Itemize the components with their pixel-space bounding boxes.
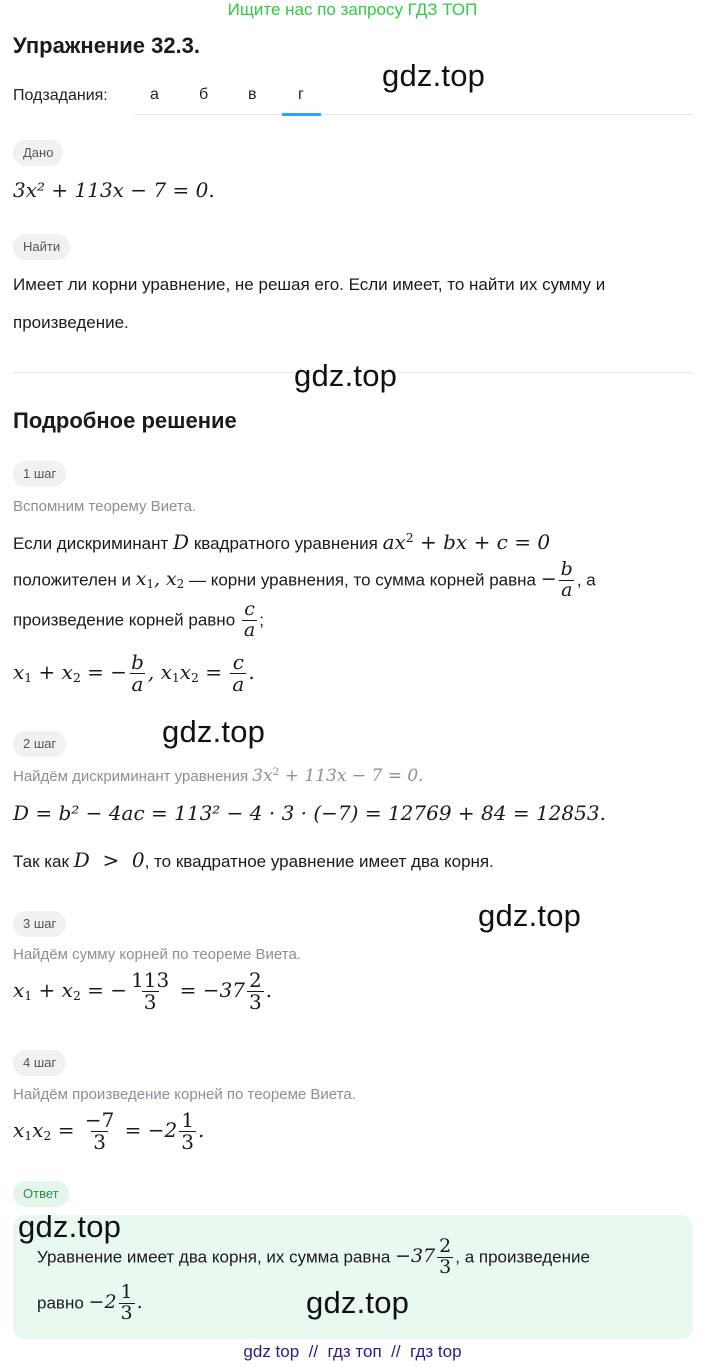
footer-link-1[interactable]: gdz top [243, 1342, 300, 1361]
step-1-badge: 1 шаг [13, 461, 66, 487]
page-title: Упражнение 32.3. [13, 33, 201, 58]
step-1-line-2: положителен и $x_1$, $x_2$ — корни уравнения, то сумма корней равна − $\frac{b}{a}$ , а [13, 558, 596, 601]
step-2-text-2: , то квадратное уравнение имеет два корня. [144, 852, 494, 871]
footer-link-2[interactable]: гдз топ [327, 1342, 382, 1361]
step-2-hint: Найдём дискриминант уравнения $3x^2 + 113x - 7 = 0$. [13, 766, 424, 786]
step-2-text-1: Так как [13, 852, 69, 871]
step-1-formula: $x_1 + x_2$ = − $\frac{b}{a}$ , $x_1x_2$ = $\frac{c}{a}$ . [13, 650, 255, 696]
footer-separator: // [308, 1342, 319, 1361]
step-1-text-2: квадратного уравнения [193, 534, 378, 553]
footer-links [0, 1342, 705, 1362]
step-1-text-7: ; [259, 610, 264, 630]
step-1-hint: Вспомним теорему Виета. [13, 498, 197, 515]
top-banner[interactable]: Ищите нас по запросу ГДЗ ТОП [227, 0, 478, 19]
step-3-formula: $x_1 + x_2$ = − $\frac{113}{3}$ = −37 $\frac{2}{3}$ . [13, 968, 273, 1014]
step-2-badge: 2 шаг [13, 731, 66, 757]
step-1-line-3: произведение корней равно $\frac{c}{a}$ ; [13, 598, 264, 641]
step-3-hint: Найдём сумму корней по теореме Виета. [13, 946, 301, 963]
solution-title: Подробное решение [13, 408, 237, 433]
footer-link-3[interactable]: гдз top [410, 1342, 462, 1361]
watermark: gdz.top [18, 1209, 122, 1244]
step-4-formula: $x_1x_2$ = $\frac{-7}{3}$ = −2 $\frac{1}{3}$ . [13, 1108, 205, 1154]
step-1-line-1: Если дискриминант D квадратного уравнения $ax^2$ + bx + c = 0 [13, 530, 551, 554]
tab-a[interactable]: а [150, 86, 159, 103]
answer-text-1: Уравнение имеет два корня, их сумма равна [37, 1247, 391, 1267]
given-equation [13, 178, 215, 202]
watermark: gdz.top [162, 714, 266, 749]
step-1-text-1: Если дискриминант [13, 534, 169, 553]
step-2-hint-text: Найдём дискриминант уравнения [13, 768, 249, 785]
tab-v[interactable]: в [248, 86, 257, 103]
find-line-2: произведение. [13, 313, 129, 332]
tab-b[interactable]: б [199, 86, 209, 103]
answer-text-3: равно [37, 1293, 84, 1313]
step-1-text-5: , а [576, 570, 596, 590]
step-2-conclusion: Так как D > 0, то квадратное уравнение имеет два корня. [13, 848, 494, 872]
watermark: gdz.top [478, 898, 582, 933]
answer-line-1: Уравнение имеет два корня, их сумма равна −37 $\frac{2}{3}$ , а произведение [37, 1235, 590, 1278]
subtasks-underline [135, 114, 693, 115]
step-3-badge: 3 шаг [13, 911, 66, 937]
tab-active-indicator [282, 113, 321, 116]
find-badge: Найти [13, 234, 70, 260]
subtasks-label: Подзадания: [13, 87, 108, 104]
given-equation-text: 3x² + 113x − 7 = 0. [13, 178, 215, 202]
answer-text-2: , а произведение [455, 1247, 590, 1267]
watermark: gdz.top [382, 58, 486, 93]
step-1-text-3: положителен и [13, 570, 131, 590]
step-4-hint: Найдём произведение корней по теореме Виета. [13, 1086, 356, 1103]
step-2-equation: D = b² − 4ac = 113² − 4 · 3 · (−7) = 12769 + 84 = 12853. [13, 801, 606, 825]
step-1-text-6: произведение корней равно [13, 610, 236, 630]
watermark: gdz.top [294, 358, 398, 393]
answer-badge: Ответ [13, 1181, 69, 1207]
footer-separator: // [391, 1342, 401, 1361]
given-badge: Дано [13, 140, 63, 166]
answer-line-2: равно −2 $\frac{1}{3}$ . [37, 1281, 143, 1324]
step-4-badge: 4 шаг [13, 1050, 66, 1076]
tab-g[interactable]: г [298, 86, 304, 103]
step-1-text-4: — корни уравнения, то сумма корней равна [188, 570, 536, 590]
watermark: gdz.top [306, 1285, 410, 1320]
find-line-1: Имеет ли корни уравнение, не решая его. Если имеет, то найти их сумму и [13, 275, 606, 294]
